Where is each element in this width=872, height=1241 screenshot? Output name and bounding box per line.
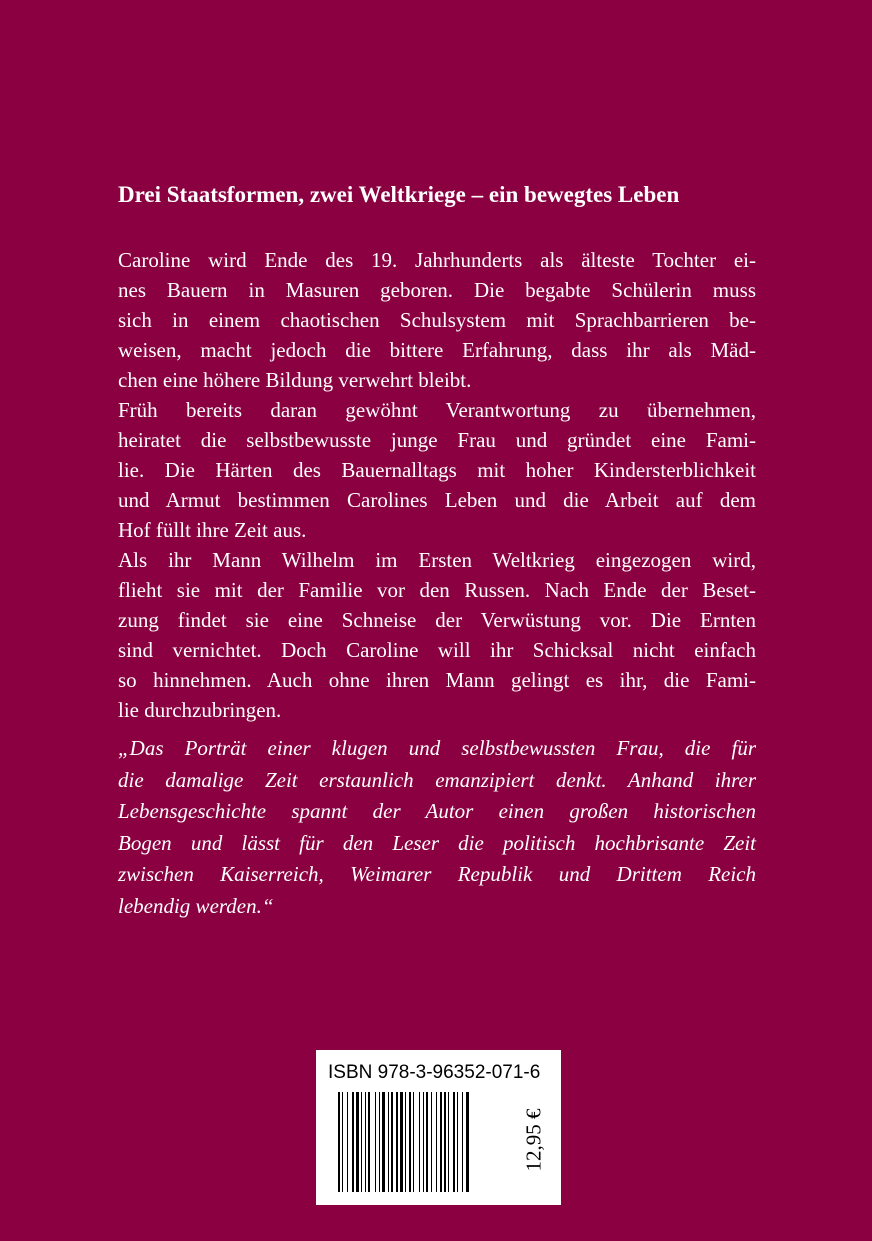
- price-label: 12,95 €: [521, 1108, 546, 1172]
- barcode: [338, 1092, 498, 1192]
- barcode-bar: [400, 1092, 403, 1192]
- barcode-bar: [347, 1092, 348, 1192]
- blurb-line: heiratet die selbstbewusste junge Frau und gründet eine Fami-: [118, 428, 756, 452]
- barcode-bar: [338, 1092, 340, 1192]
- blurb-line: zung findet sie eine Schneise der Verwüstung vor. Die Ernten: [118, 608, 756, 632]
- blurb-line: Caroline wird Ende des 19. Jahrhunderts als älteste Tochter ei-: [118, 248, 756, 272]
- blurb-line: so hinnehmen. Auch ohne ihren Mann gelingt es ihr, die Fami-: [118, 668, 756, 692]
- barcode-bar: [462, 1092, 463, 1192]
- blurb-paragraph-1: [118, 245, 756, 395]
- barcode-bar: [453, 1092, 455, 1192]
- barcode-bar: [382, 1092, 385, 1192]
- barcode-bar: [375, 1092, 376, 1192]
- barcode-bar: [419, 1092, 420, 1192]
- blurb-line: flieht sie mit der Familie vor den Russen. Nach Ende der Beset-: [118, 578, 756, 602]
- barcode-bar: [440, 1092, 442, 1192]
- headline: Drei Staatsformen, zwei Weltkriege – ein bewegtes Leben: [118, 182, 680, 207]
- blurb-paragraph-3: [118, 545, 756, 725]
- blurb-paragraph-2: [118, 395, 756, 545]
- barcode-bar: [431, 1092, 432, 1192]
- price-area: [514, 1084, 554, 1196]
- barcode-bar: [457, 1092, 458, 1192]
- blurb-line: nes Bauern in Masuren geboren. Die begabte Schülerin muss: [118, 278, 756, 302]
- barcode-bar: [356, 1092, 359, 1192]
- barcode-bar: [409, 1092, 411, 1192]
- barcode-bar: [444, 1092, 446, 1192]
- blurb-line: weisen, macht jedoch die bittere Erfahrung, dass ihr als Mäd-: [118, 338, 756, 362]
- barcode-bar: [391, 1092, 393, 1192]
- barcode-bar: [423, 1092, 424, 1192]
- blurb-line: chen eine höhere Bildung verwehrt bleibt.: [118, 368, 472, 392]
- blurb-line: Als ihr Mann Wilhelm im Ersten Weltkrieg eingezogen wird,: [118, 548, 756, 572]
- blurb-line: Hof füllt ihre Zeit aus.: [118, 518, 307, 542]
- quote-line: „Das Porträt einer klugen und selbstbewussten Frau, die für: [118, 736, 756, 760]
- quote-line: die damalige Zeit erstaunlich emanzipiert denkt. Anhand ihrer: [118, 767, 756, 792]
- quote-line: Bogen und lässt für den Leser die politisch hochbrisante Zeit: [118, 830, 756, 855]
- barcode-bar: [426, 1092, 428, 1192]
- barcode-bar: [342, 1092, 343, 1192]
- barcode-bar: [448, 1092, 449, 1192]
- blurb-line: sind vernichtet. Doch Caroline will ihr Schicksal nicht einfach: [118, 638, 756, 662]
- isbn-barcode-panel: [316, 1050, 561, 1205]
- barcode-bar: [379, 1092, 380, 1192]
- blurb-line: lie durchzubringen.: [118, 698, 282, 722]
- barcode-bar: [396, 1092, 398, 1192]
- barcode-bar: [405, 1092, 406, 1192]
- barcode-bar: [466, 1092, 469, 1192]
- barcode-bar: [365, 1092, 366, 1192]
- blurb-line: und Armut bestimmen Carolines Leben und die Arbeit auf dem: [118, 488, 756, 512]
- barcode-bar: [352, 1092, 354, 1192]
- barcode-bar: [361, 1092, 362, 1192]
- isbn-label: ISBN 978-3-96352-071-6: [328, 1062, 541, 1083]
- barcode-bar: [388, 1092, 389, 1192]
- blurb-line: Früh bereits daran gewöhnt Verantwortung zu übernehmen,: [118, 398, 756, 422]
- review-quote: [118, 733, 756, 922]
- barcode-bar: [368, 1092, 370, 1192]
- barcode-bar: [436, 1092, 437, 1192]
- quote-line: Lebensgeschichte spannt der Autor einen großen historischen: [118, 799, 756, 823]
- blurb-line: lie. Die Härten des Bauernalltags mit hoher Kindersterblichkeit: [118, 458, 756, 482]
- blurb: [118, 245, 756, 725]
- quote-line: lebendig werden.“: [118, 893, 274, 918]
- blurb-line: sich in einem chaotischen Schulsystem mit Sprachbarrieren be-: [118, 308, 756, 332]
- barcode-bar: [413, 1092, 414, 1192]
- quote-line: zwischen Kaiserreich, Weimarer Republik und Drittem Reich: [118, 862, 756, 886]
